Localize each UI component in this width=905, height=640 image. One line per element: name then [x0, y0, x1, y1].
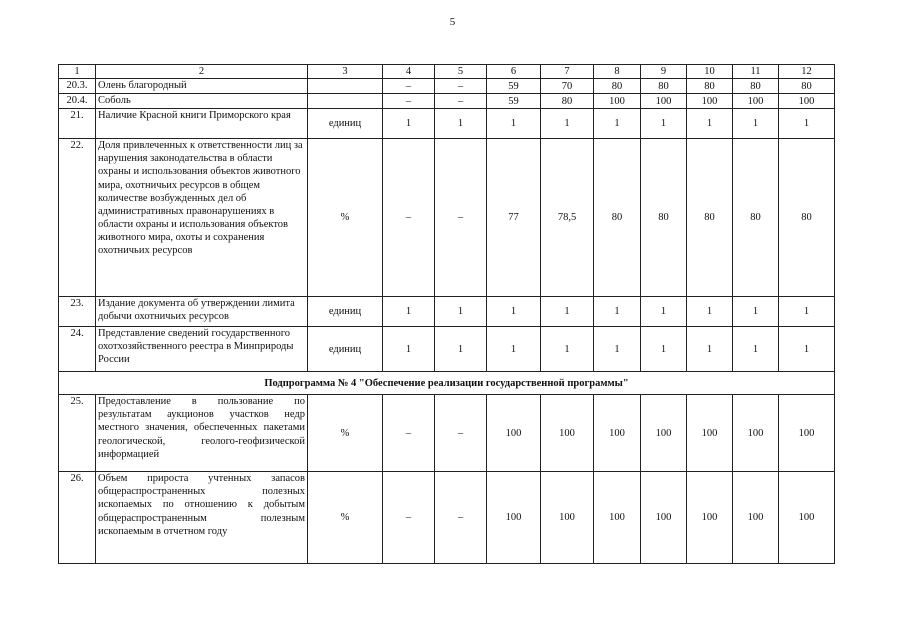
- value-cell: 100: [687, 395, 733, 472]
- value-cell: 1: [687, 327, 733, 372]
- unit-cell: %: [308, 139, 383, 297]
- value-cell: 1: [594, 297, 641, 327]
- unit-cell: [308, 79, 383, 94]
- header-cell: 4: [383, 65, 435, 79]
- value-cell: 59: [487, 79, 541, 94]
- value-cell: 70: [541, 79, 594, 94]
- indicator-name: Олень благородный: [96, 79, 308, 94]
- value-cell: –: [435, 139, 487, 297]
- value-cell: 100: [641, 94, 687, 109]
- unit-cell: единиц: [308, 109, 383, 139]
- table-row: [59, 327, 835, 372]
- value-cell: –: [383, 472, 435, 564]
- value-cell: 100: [779, 395, 835, 472]
- value-cell: 77: [487, 139, 541, 297]
- value-cell: 1: [733, 327, 779, 372]
- table-row: [59, 395, 835, 472]
- value-cell: 80: [641, 79, 687, 94]
- value-cell: 1: [541, 327, 594, 372]
- value-cell: 1: [687, 297, 733, 327]
- value-cell: 78,5: [541, 139, 594, 297]
- value-cell: 80: [687, 139, 733, 297]
- value-cell: 1: [779, 297, 835, 327]
- row-number: 26.: [59, 472, 96, 564]
- value-cell: 100: [541, 395, 594, 472]
- row-number: 21.: [59, 109, 96, 139]
- value-cell: 100: [594, 472, 641, 564]
- row-number: 22.: [59, 139, 96, 297]
- value-cell: 100: [594, 395, 641, 472]
- value-cell: 100: [487, 472, 541, 564]
- value-cell: –: [435, 472, 487, 564]
- value-cell: 59: [487, 94, 541, 109]
- value-cell: 80: [594, 79, 641, 94]
- table-row: [59, 79, 835, 94]
- value-cell: 100: [733, 94, 779, 109]
- value-cell: 80: [733, 139, 779, 297]
- row-number: 25.: [59, 395, 96, 472]
- unit-cell: %: [308, 472, 383, 564]
- value-cell: 100: [641, 472, 687, 564]
- table-row: [59, 139, 835, 297]
- value-cell: –: [435, 79, 487, 94]
- table-row: [59, 94, 835, 109]
- header-cell: 9: [641, 65, 687, 79]
- value-cell: 1: [383, 109, 435, 139]
- value-cell: 1: [594, 327, 641, 372]
- value-cell: 1: [641, 297, 687, 327]
- value-cell: 1: [435, 109, 487, 139]
- value-cell: 1: [594, 109, 641, 139]
- value-cell: 1: [733, 297, 779, 327]
- header-cell: 12: [779, 65, 835, 79]
- row-number: 20.3.: [59, 79, 96, 94]
- value-cell: 80: [779, 79, 835, 94]
- value-cell: 100: [687, 472, 733, 564]
- value-cell: 1: [641, 109, 687, 139]
- header-row: [59, 65, 835, 79]
- value-cell: 1: [487, 297, 541, 327]
- header-cell: 6: [487, 65, 541, 79]
- indicator-name: Предоставление в пользование по результатам аукционов участков недр местного значения, обеспеченных пакетами геологической, геолого-геофизической информацией: [96, 395, 308, 472]
- header-cell: 5: [435, 65, 487, 79]
- value-cell: 80: [733, 79, 779, 94]
- value-cell: 1: [779, 327, 835, 372]
- value-cell: 80: [641, 139, 687, 297]
- value-cell: 100: [779, 94, 835, 109]
- indicators-table: [58, 64, 835, 564]
- value-cell: 1: [487, 327, 541, 372]
- indicator-name: Издание документа об утверждении лимита добычи охотничьих ресурсов: [96, 297, 308, 327]
- value-cell: 1: [383, 327, 435, 372]
- value-cell: 80: [779, 139, 835, 297]
- value-cell: 1: [641, 327, 687, 372]
- value-cell: 1: [383, 297, 435, 327]
- unit-cell: единиц: [308, 327, 383, 372]
- value-cell: 100: [487, 395, 541, 472]
- value-cell: 100: [641, 395, 687, 472]
- value-cell: 100: [733, 472, 779, 564]
- header-cell: 2: [96, 65, 308, 79]
- header-cell: 7: [541, 65, 594, 79]
- value-cell: –: [383, 79, 435, 94]
- value-cell: 80: [541, 94, 594, 109]
- row-number: 20.4.: [59, 94, 96, 109]
- page-number: 5: [449, 16, 456, 28]
- value-cell: 1: [541, 109, 594, 139]
- indicator-name: Представление сведений государственного охотхозяйственного реестра в Минприроды России: [96, 327, 308, 372]
- value-cell: 100: [541, 472, 594, 564]
- value-cell: 1: [687, 109, 733, 139]
- value-cell: 80: [594, 139, 641, 297]
- indicator-name: Наличие Красной книги Приморского края: [96, 109, 308, 139]
- value-cell: 1: [435, 327, 487, 372]
- value-cell: 80: [687, 79, 733, 94]
- header-cell: 11: [733, 65, 779, 79]
- value-cell: 1: [487, 109, 541, 139]
- header-cell: 3: [308, 65, 383, 79]
- value-cell: 100: [687, 94, 733, 109]
- value-cell: 100: [733, 395, 779, 472]
- subprogram-row: [59, 372, 835, 395]
- header-cell: 10: [687, 65, 733, 79]
- indicator-name: Соболь: [96, 94, 308, 109]
- table-row: [59, 109, 835, 139]
- indicator-name: Объем прироста учтенных запасов общераспространенных полезных ископаемых по отношению к добытым общераспространенным полезным ископаемым в отчетном году: [96, 472, 308, 564]
- unit-cell: %: [308, 395, 383, 472]
- subprogram-title: Подпрограмма № 4 "Обеспечение реализации государственной программы": [59, 372, 835, 395]
- header-cell: 8: [594, 65, 641, 79]
- value-cell: –: [383, 139, 435, 297]
- table-row: [59, 472, 835, 564]
- value-cell: 1: [779, 109, 835, 139]
- table-row: [59, 297, 835, 327]
- unit-cell: [308, 94, 383, 109]
- indicator-name: Доля привлеченных к ответственности лиц за нарушения законодательства в области охраны и использования объектов животного мира, охотничьих ресурсов в общем количестве возбужденных дел об административных правонарушениях в области охраны и использования объектов животного мира, охоты и сохранения охотничьих ресурсов: [96, 139, 308, 297]
- row-number: 23.: [59, 297, 96, 327]
- value-cell: –: [435, 94, 487, 109]
- value-cell: 100: [779, 472, 835, 564]
- value-cell: 1: [435, 297, 487, 327]
- value-cell: 100: [594, 94, 641, 109]
- header-cell: 1: [59, 65, 96, 79]
- value-cell: –: [383, 94, 435, 109]
- unit-cell: единиц: [308, 297, 383, 327]
- value-cell: –: [383, 395, 435, 472]
- value-cell: 1: [541, 297, 594, 327]
- value-cell: –: [435, 395, 487, 472]
- value-cell: 1: [733, 109, 779, 139]
- row-number: 24.: [59, 327, 96, 372]
